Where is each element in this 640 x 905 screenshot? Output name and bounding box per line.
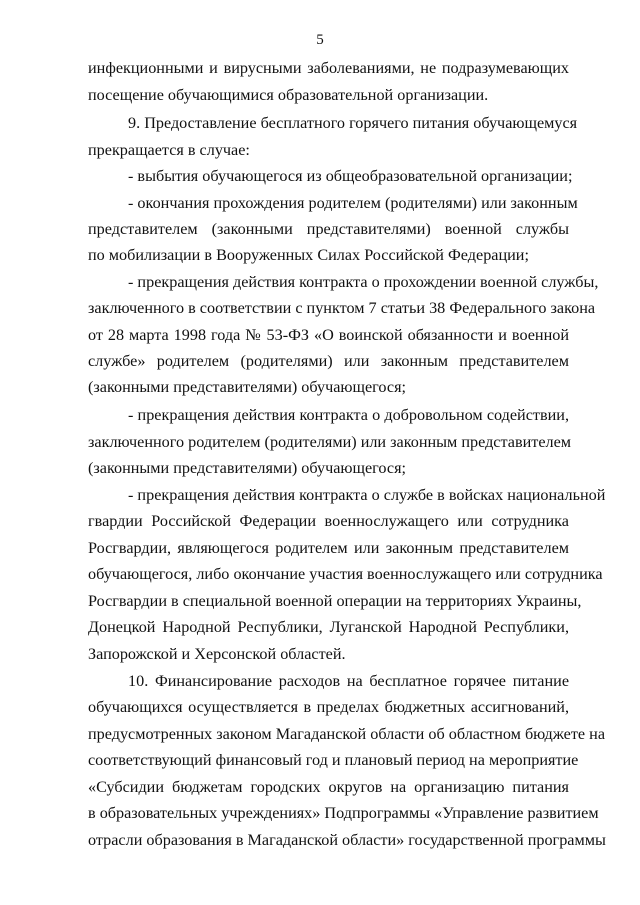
text-line: Росгвардии в специальной военной операции на территориях Украины,: [88, 592, 582, 610]
list-item: - выбытия обучающегося из общеобразовательной организации;: [128, 167, 573, 185]
text-line: отрасли образования в Магаданской области» государственной программы: [88, 831, 606, 849]
paragraph-10-heading: 10. Финансирование расходов на бесплатное горячее питание: [128, 672, 569, 690]
text-line: предусмотренных законом Магаданской области об областном бюджете на: [88, 725, 606, 743]
list-item: - прекращения действия контракта о службе в войсках национальной: [128, 486, 606, 504]
text-line: по мобилизации в Вооруженных Силах Российской Федерации;: [88, 246, 529, 264]
text-line: (законными представителями) обучающегося;: [88, 459, 407, 477]
list-item: - прекращения действия контракта о добровольном содействии,: [128, 406, 569, 424]
text-line: представителем (законными представителями) военной службы: [88, 220, 569, 238]
text-line: заключенного в соответствии с пунктом 7 статьи 38 Федерального закона: [88, 299, 596, 317]
text-line: гвардии Российской Федерации военнослужащего или сотрудника: [88, 512, 569, 530]
text-line: от 28 марта 1998 года № 53-ФЗ «О воинской обязанности и военной: [88, 326, 569, 344]
text-line: Донецкой Народной Республики, Луганской Народной Республики,: [88, 618, 569, 636]
text-line: обучающегося, либо окончание участия военнослужащего или сотрудника: [88, 565, 603, 583]
text-line: прекращается в случае:: [88, 141, 250, 159]
list-item: - прекращения действия контракта о прохождении военной службы,: [128, 273, 599, 291]
text-line: заключенного родителем (родителями) или законным представителем: [88, 433, 572, 451]
list-item: - окончания прохождения родителем (родителями) или законным: [128, 194, 578, 212]
text-line: обучающихся осуществляется в пределах бюджетных ассигнований,: [88, 698, 569, 716]
text-line: Запорожской и Херсонской областей.: [88, 645, 346, 663]
text-line: (законными представителями) обучающегося;: [88, 378, 407, 396]
paragraph-9-heading: 9. Предоставление бесплатного горячего питания обучающемуся: [128, 114, 578, 132]
text-line: службе» родителем (родителями) или законным представителем: [88, 352, 569, 370]
text-line: в образовательных учреждениях» Подпрограммы «Управление развитием: [88, 804, 599, 822]
text-line: «Субсидии бюджетам городских округов на организацию питания: [88, 778, 569, 796]
text-line: посещение обучающимися образовательной организации.: [88, 86, 489, 104]
text-line: соответствующий финансовый год и плановый период на мероприятие: [88, 751, 579, 769]
text-line: Росгвардии, являющегося родителем или законным представителем: [88, 539, 569, 557]
page-number: 5: [316, 32, 324, 48]
text-line: инфекционными и вирусными заболеваниями, не подразумевающих: [88, 59, 569, 77]
